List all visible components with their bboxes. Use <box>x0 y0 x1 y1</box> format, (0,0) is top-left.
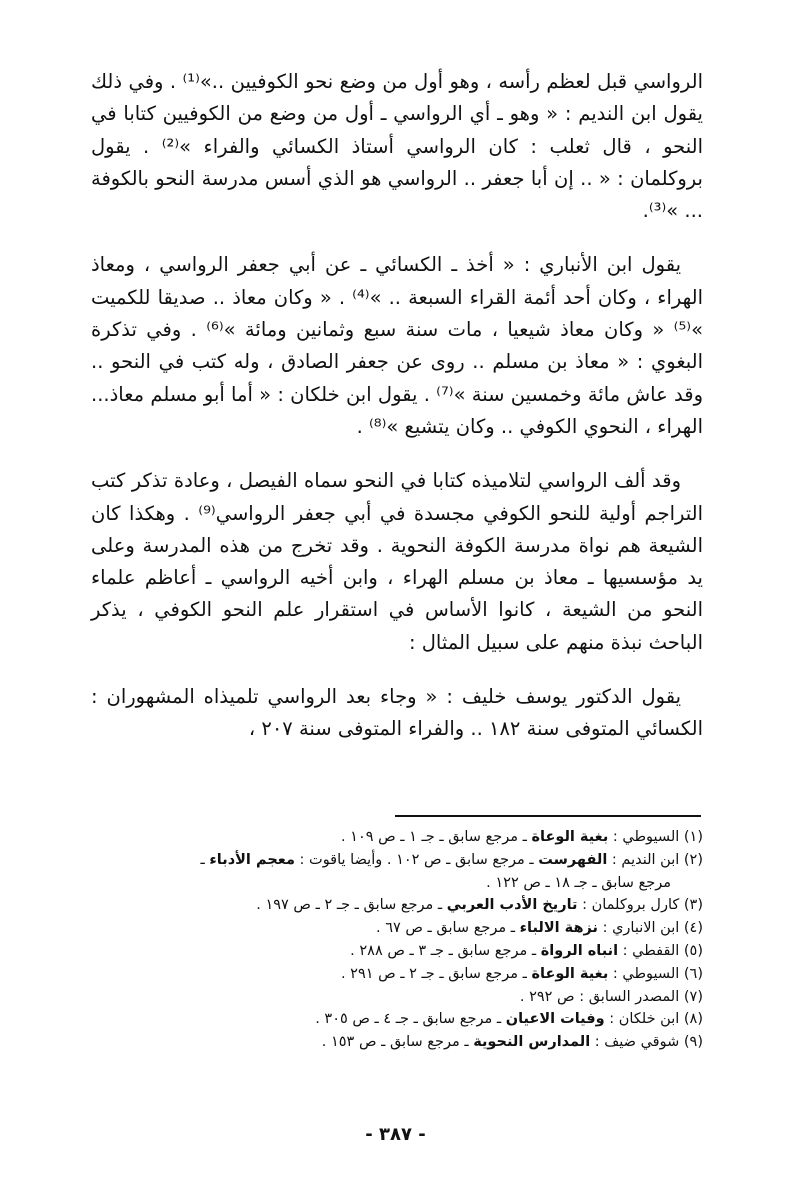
paragraph-1: الرواسي قبل لعظم رأسه ، وهو أول من وضع نحو الكوفيين ..»⁽¹⁾ . وفي ذلك يقول ابن النديم : « وهو ـ أي الرواسي ـ أول من وضع من الكوفيين كتابا في النحو ، قال ثعلب : كان الرواسي أستاذ الكسائي والفراء »⁽²⁾ . يقول بروكلمان : « .. إن أبا جعفر .. الرواسي هو الذي أسس مدرسة النحو بالكوفة ... »⁽³⁾. <box>91 70 703 223</box>
page-number: - ٣٨٧ - <box>365 1124 426 1145</box>
footnote-5: (٥) القفطي : انباه الرواة ـ مرجع سابق ـ جـ ٣ ـ ص ٢٨٨ . <box>350 942 703 959</box>
footnote-4: (٤) ابن الانباري : نزهة الالباء ـ مرجع سابق ـ ص ٦٧ . <box>375 920 703 937</box>
footnotes-list <box>91 826 703 1054</box>
footnote-3: (٣) كارل بروكلمان : تاريخ الأدب العربي ـ مرجع سابق ـ جـ ٢ ـ ص ١٩٧ . <box>256 897 703 914</box>
paragraph-3: وقد ألف الرواسي لتلاميذه كتابا في النحو سماه الفيصل ، وعادة تذكر كتب التراجم أولية للنحو الكوفي مجسدة في أبي جعفر الرواسي⁽⁹⁾ . وهكذا كان الشيعة هم نواة مدرسة الكوفة النحوية . وقد تخرج من هذه المدرسة وعلى يد مؤسسيها ـ معاذ بن مسلم الهراء ، وابن أخيه الرواسي ـ أعاظم علماء النحو من الشيعة ، كانوا الأساس في استقرار علم النحو الكوفي ، يذكر الباحث نبذة منهم على سبيل المثال : <box>91 469 703 654</box>
footnote-9: (٩) شوقي ضيف : المدارس النحوية ـ مرجع سابق ـ ص ١٥٣ . <box>321 1034 703 1051</box>
paragraph-2: يقول ابن الأنباري : « أخذ ـ الكسائي ـ عن أبي جعفر الرواسي ، ومعاذ الهراء ، وكان أحد أئمة القراء السبعة .. »⁽⁴⁾ . « وكان معاذ .. صديقا للكميت »⁽⁵⁾ « وكان معاذ شيعيا ، مات سنة سبع وثمانين ومائة »⁽⁶⁾ . وفي تذكرة البغوي : « معاذ بن مسلم .. روى عن جعفر الصادق ، وله كتب في النحو .. وقد عاش مائة وخمسين سنة »⁽⁷⁾ . يقول ابن خلكان : « أما أبو مسلم معاذ... الهراء ، النحوي الكوفي .. وكان يتشيع »⁽⁸⁾ . <box>91 253 704 438</box>
footnote-2: (٢) ابن النديم : الفهرست ـ مرجع سابق ـ ص ١٠٢ . وأيضا ياقوت : معجم الأدباء ـ <box>200 851 703 868</box>
footnote-6: (٦) السيوطي : بغية الوعاة ـ مرجع سابق ـ جـ ٢ ـ ص ٢٩١ . <box>340 965 703 982</box>
footnote-8: (٨) ابن خلكان : وفيات الاعيان ـ مرجع سابق ـ جـ ٤ ـ ص ٣٠٥ . <box>315 1011 703 1028</box>
footnote-2-continuation: مرجع سابق ـ جـ ١٨ ـ ص ١٢٢ . <box>486 874 671 891</box>
footnote-divider <box>395 815 701 817</box>
paragraph-4: يقول الدكتور يوسف خليف : « وجاء بعد الرواسي تلميذاه المشهوران : الكسائي المتوفى سنة ١٨٢ .. والفراء المتوفى سنة ٢٠٧ ، <box>91 685 703 741</box>
footnote-7: (٧) المصدر السابق : ص ٢٩٢ . <box>519 988 703 1005</box>
footnote-1: (١) السيوطي : بغية الوعاة ـ مرجع سابق ـ جـ ١ ـ ص ١٠٩ . <box>340 829 703 845</box>
main-text <box>91 66 703 768</box>
